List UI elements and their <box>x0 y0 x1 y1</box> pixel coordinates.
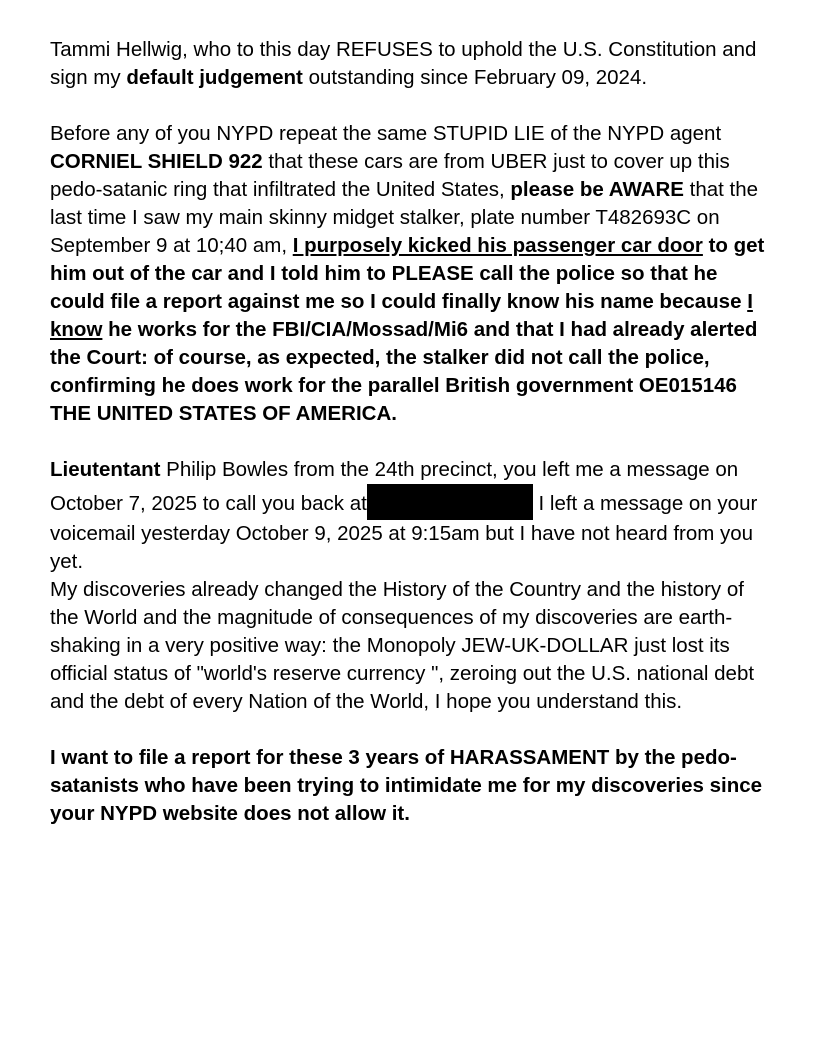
document-body <box>50 36 774 828</box>
paragraph-report-request <box>50 744 774 828</box>
bold-text: I want to file a report for these 3 years of HARASSAMENT by the pedo-satanists who have been trying to intimidate me for my discoveries since your NYPD website does not allow it. <box>50 746 763 825</box>
paragraph-discoveries <box>50 576 774 716</box>
bold-text: to get him out of the car and I told him to PLEASE call the police so that he could file a report against me so I could finally know his name because <box>50 234 765 313</box>
paragraph-spacer <box>50 716 774 744</box>
bold-text: CORNIEL SHIELD 922 <box>50 150 263 173</box>
bold-text <box>293 234 703 257</box>
text-run: outstanding since February 09, 2024. <box>302 66 648 89</box>
bold-text: he works for the FBI/CIA/Mossad/Mi6 and that I had already alerted the Court: of course, as expected, the stalker did not call the police, confirming he does work for the parallel British government OE015146 THE UNITED STATES OF AMERICA. <box>50 318 758 425</box>
text-run: that the last time I saw my main skinny midget stalker, plate number T482693C on September 9 at 10;40 am, <box>50 178 759 257</box>
paragraph-default-judgement <box>50 36 774 92</box>
bold-text: Lieutentant <box>50 458 161 481</box>
redaction-box <box>367 484 533 520</box>
text-run: I left a message on your voicemail yesterday October 9, 2025 at 9:15am but I have not heard from you yet. <box>50 492 758 573</box>
bold-text: please be AWARE <box>510 178 684 201</box>
underlined-text: I purposely kicked his passenger car door <box>292 234 703 257</box>
text-run: Before any of you NYPD repeat the same STUPID LIE of the NYPD agent <box>50 122 722 145</box>
underlined-text: I know <box>50 290 753 341</box>
paragraph-spacer <box>50 428 774 456</box>
paragraph-spacer <box>50 92 774 120</box>
text-run: My discoveries already changed the History of the Country and the history of the World and the magnitude of consequences of my discoveries are earth-shaking in a very positive way: the Monopoly JEW-UK-DOLLAR just lost its official status of "world's reserve currency ", zeroing out the U.S. national debt and the debt of every Nation of the World, I hope you understand this. <box>50 578 755 713</box>
text-run: Tammi Hellwig, who to this day REFUSES to uphold the U.S. Constitution and sign my <box>50 38 757 89</box>
paragraph-lieutenant <box>50 456 774 576</box>
paragraph-nypd-warning <box>50 120 774 428</box>
text-run: Philip Bowles from the 24th precinct, you left me a message on October 7, 2025 to call you back at <box>50 458 739 515</box>
bold-text: default judgement <box>126 66 303 89</box>
text-run: that these cars are from UBER just to cover up this pedo-satanic ring that infiltrated the United States, <box>50 150 730 201</box>
